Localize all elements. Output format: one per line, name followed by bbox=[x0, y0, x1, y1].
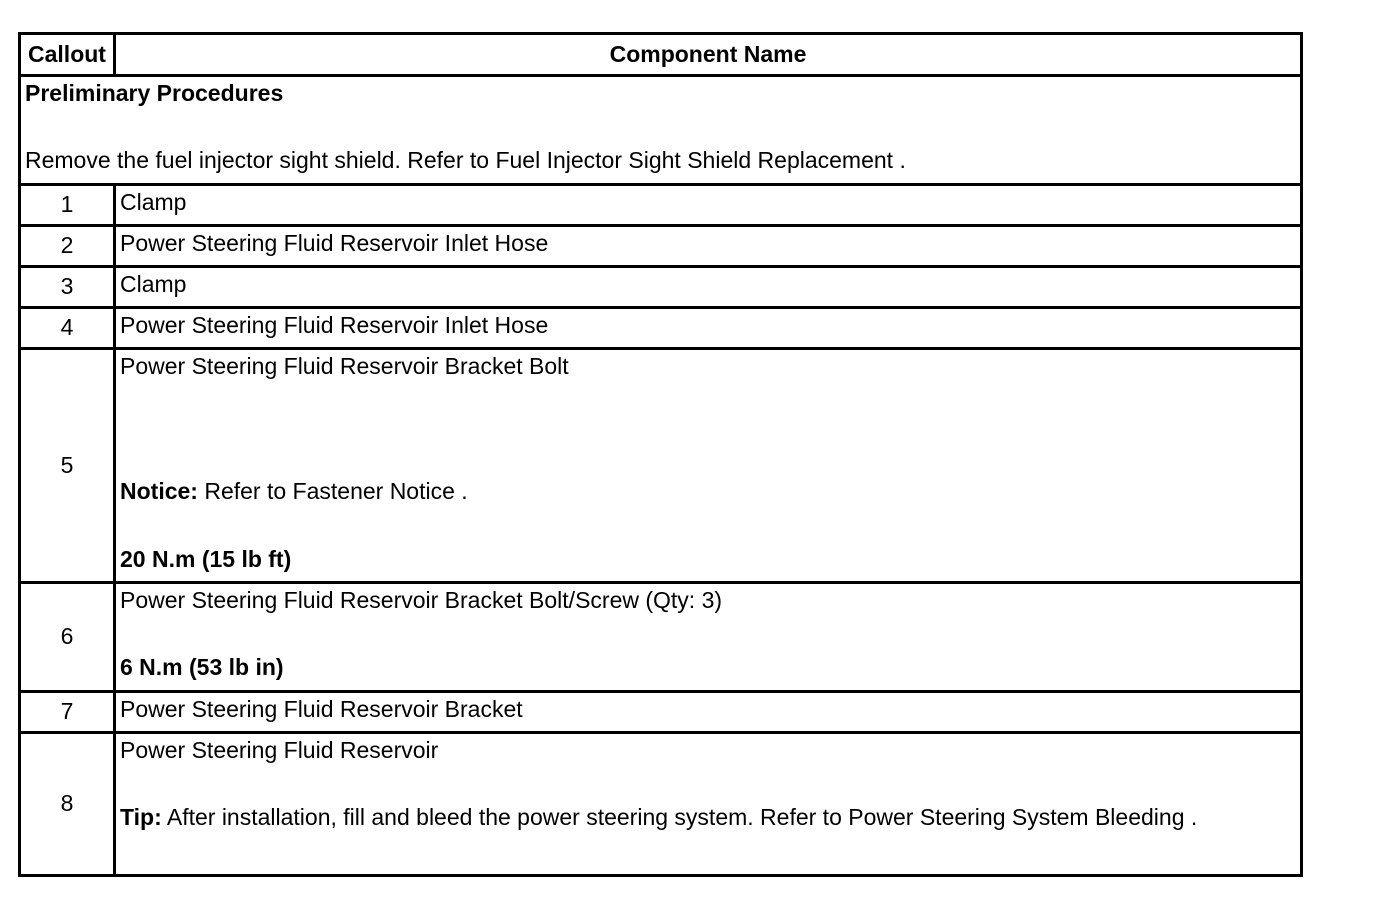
table-row bbox=[20, 185, 1302, 226]
callout-cell: 3 bbox=[20, 267, 115, 308]
preliminary-text: Remove the fuel injector sight shield. Refer to Fuel Injector Sight Shield Replacement . bbox=[25, 147, 906, 174]
component-name-header: Component Name bbox=[115, 34, 1302, 76]
callout-cell: 6 bbox=[20, 583, 115, 692]
callout-cell: 5 bbox=[20, 349, 115, 583]
component-name-cell bbox=[115, 733, 1302, 876]
table-row bbox=[20, 267, 1302, 308]
callout-header: Callout bbox=[20, 34, 115, 76]
component-name-cell bbox=[115, 349, 1302, 583]
tip-label: Tip: bbox=[120, 804, 162, 831]
callout-cell: 2 bbox=[20, 226, 115, 267]
table-row bbox=[20, 308, 1302, 349]
component-table bbox=[18, 32, 1303, 877]
component-name-cell: Power Steering Fluid Reservoir Inlet Hose bbox=[115, 226, 1302, 267]
callout-cell: 1 bbox=[20, 185, 115, 226]
torque-spec: 6 N.m (53 lb in) bbox=[120, 654, 284, 681]
table-row bbox=[20, 733, 1302, 876]
callout-cell: 7 bbox=[20, 692, 115, 733]
component-name-cell: Clamp bbox=[115, 267, 1302, 308]
component-name-cell bbox=[115, 583, 1302, 692]
notice-text: Refer to Fastener Notice . bbox=[197, 478, 468, 505]
table-row bbox=[20, 583, 1302, 692]
preliminary-row bbox=[20, 76, 1302, 185]
table-row bbox=[20, 692, 1302, 733]
tip-text: After installation, fill and bleed the power steering system. Refer to Power Steering System Bleeding . bbox=[161, 804, 1198, 831]
header-row bbox=[20, 34, 1302, 76]
component-name: Power Steering Fluid Reservoir Bracket Bolt/Screw (Qty: 3) bbox=[120, 587, 723, 613]
callout-cell: 8 bbox=[20, 733, 115, 876]
preliminary-title: Preliminary Procedures bbox=[25, 80, 284, 106]
notice-label: Notice: bbox=[120, 478, 198, 505]
callout-cell: 4 bbox=[20, 308, 115, 349]
preliminary-cell bbox=[20, 76, 1302, 185]
table-row bbox=[20, 349, 1302, 583]
component-name: Power Steering Fluid Reservoir Bracket Bolt bbox=[120, 353, 569, 379]
component-name: Power Steering Fluid Reservoir bbox=[120, 737, 439, 763]
torque-spec: 20 N.m (15 lb ft) bbox=[120, 545, 292, 572]
component-name-cell: Power Steering Fluid Reservoir Bracket bbox=[115, 692, 1302, 733]
component-name-cell: Power Steering Fluid Reservoir Inlet Hose bbox=[115, 308, 1302, 349]
table-row bbox=[20, 226, 1302, 267]
component-name-cell: Clamp bbox=[115, 185, 1302, 226]
